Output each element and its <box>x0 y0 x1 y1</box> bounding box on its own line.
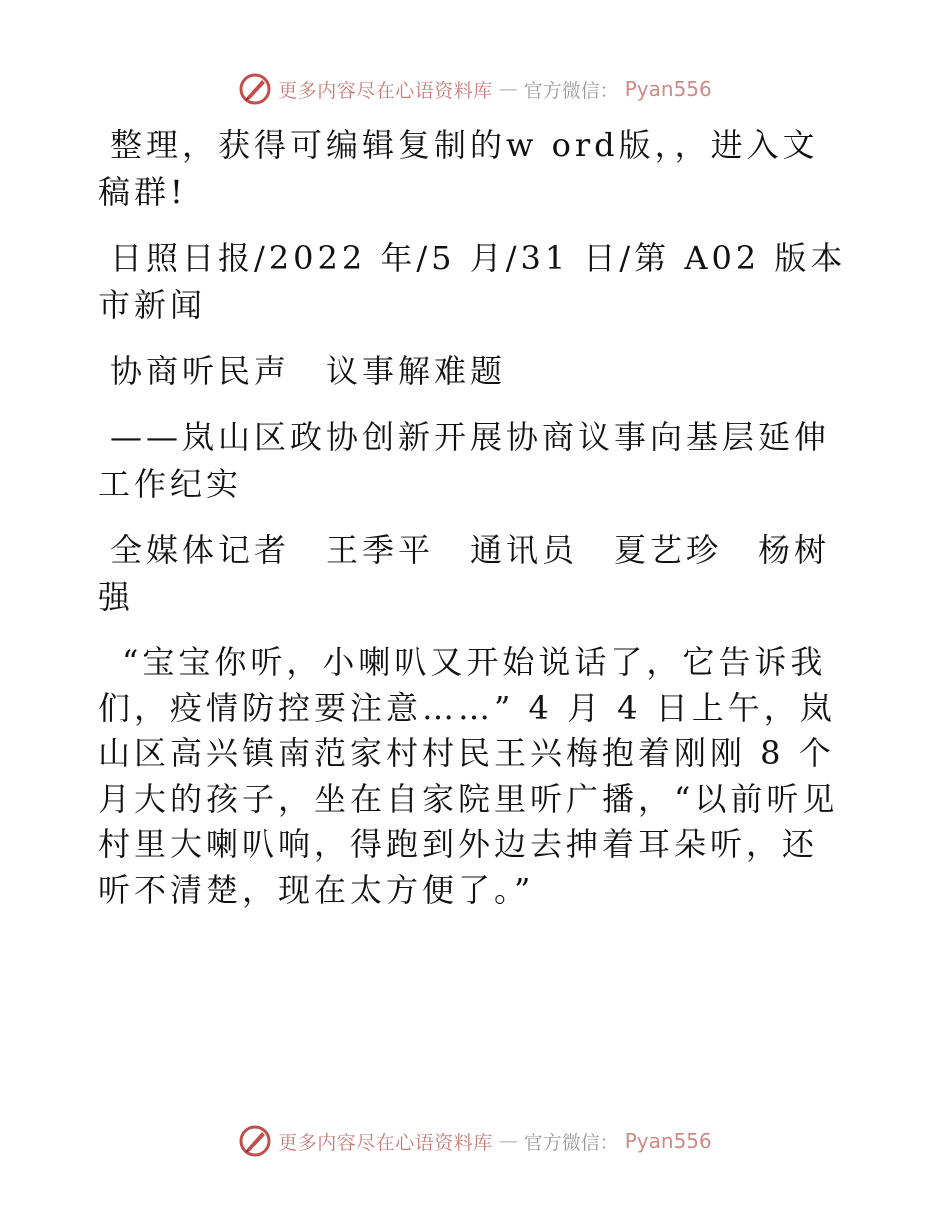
watermark-wechat-id: Pyan556 <box>624 77 712 101</box>
watermark-wechat-label: 官方微信： <box>523 1131 619 1154</box>
watermark-wechat-id: Pyan556 <box>624 1129 712 1153</box>
article-subtitle: ——岚山区政协创新开展协商议事向基层延伸工作纪实 <box>98 418 831 503</box>
article-byline: 全媒体记者 王季平 通讯员 夏艺珍 杨树强 <box>98 531 831 616</box>
pen-logo-icon <box>238 1124 272 1158</box>
intro-paragraph: 整理，获得可编辑复制的w ord版，，进入文稿群! <box>98 126 819 211</box>
watermark-site-text: 更多内容尽在心语资料库 <box>278 1131 493 1154</box>
watermark-header <box>0 72 950 106</box>
watermark-separator: — <box>498 1130 518 1152</box>
article-title: 协商听民声 议事解难题 <box>110 352 507 390</box>
watermark-wechat-label: 官方微信： <box>523 79 619 102</box>
source-line: 日照日报/2022 年/5 月/31 日/第 A02 版本市新闻 <box>98 239 847 324</box>
watermark-footer <box>0 1124 950 1158</box>
watermark-site-text: 更多内容尽在心语资料库 <box>278 79 493 102</box>
pen-logo-icon <box>238 72 272 106</box>
watermark-separator: — <box>498 78 518 100</box>
article-body: “宝宝你听，小喇叭又开始说话了，它告诉我们，疫情防控要注意……” 4 月 4 日上午，岚山区高兴镇南范家村村民王兴梅抱着刚刚 8 个月大的孩子，坐在自家院里听广播，“以前听见村里大喇叭响，得跑到外边去抻着耳朵听，还听不清楚，现在太方便了。” <box>98 643 839 909</box>
article-content <box>98 122 848 932</box>
